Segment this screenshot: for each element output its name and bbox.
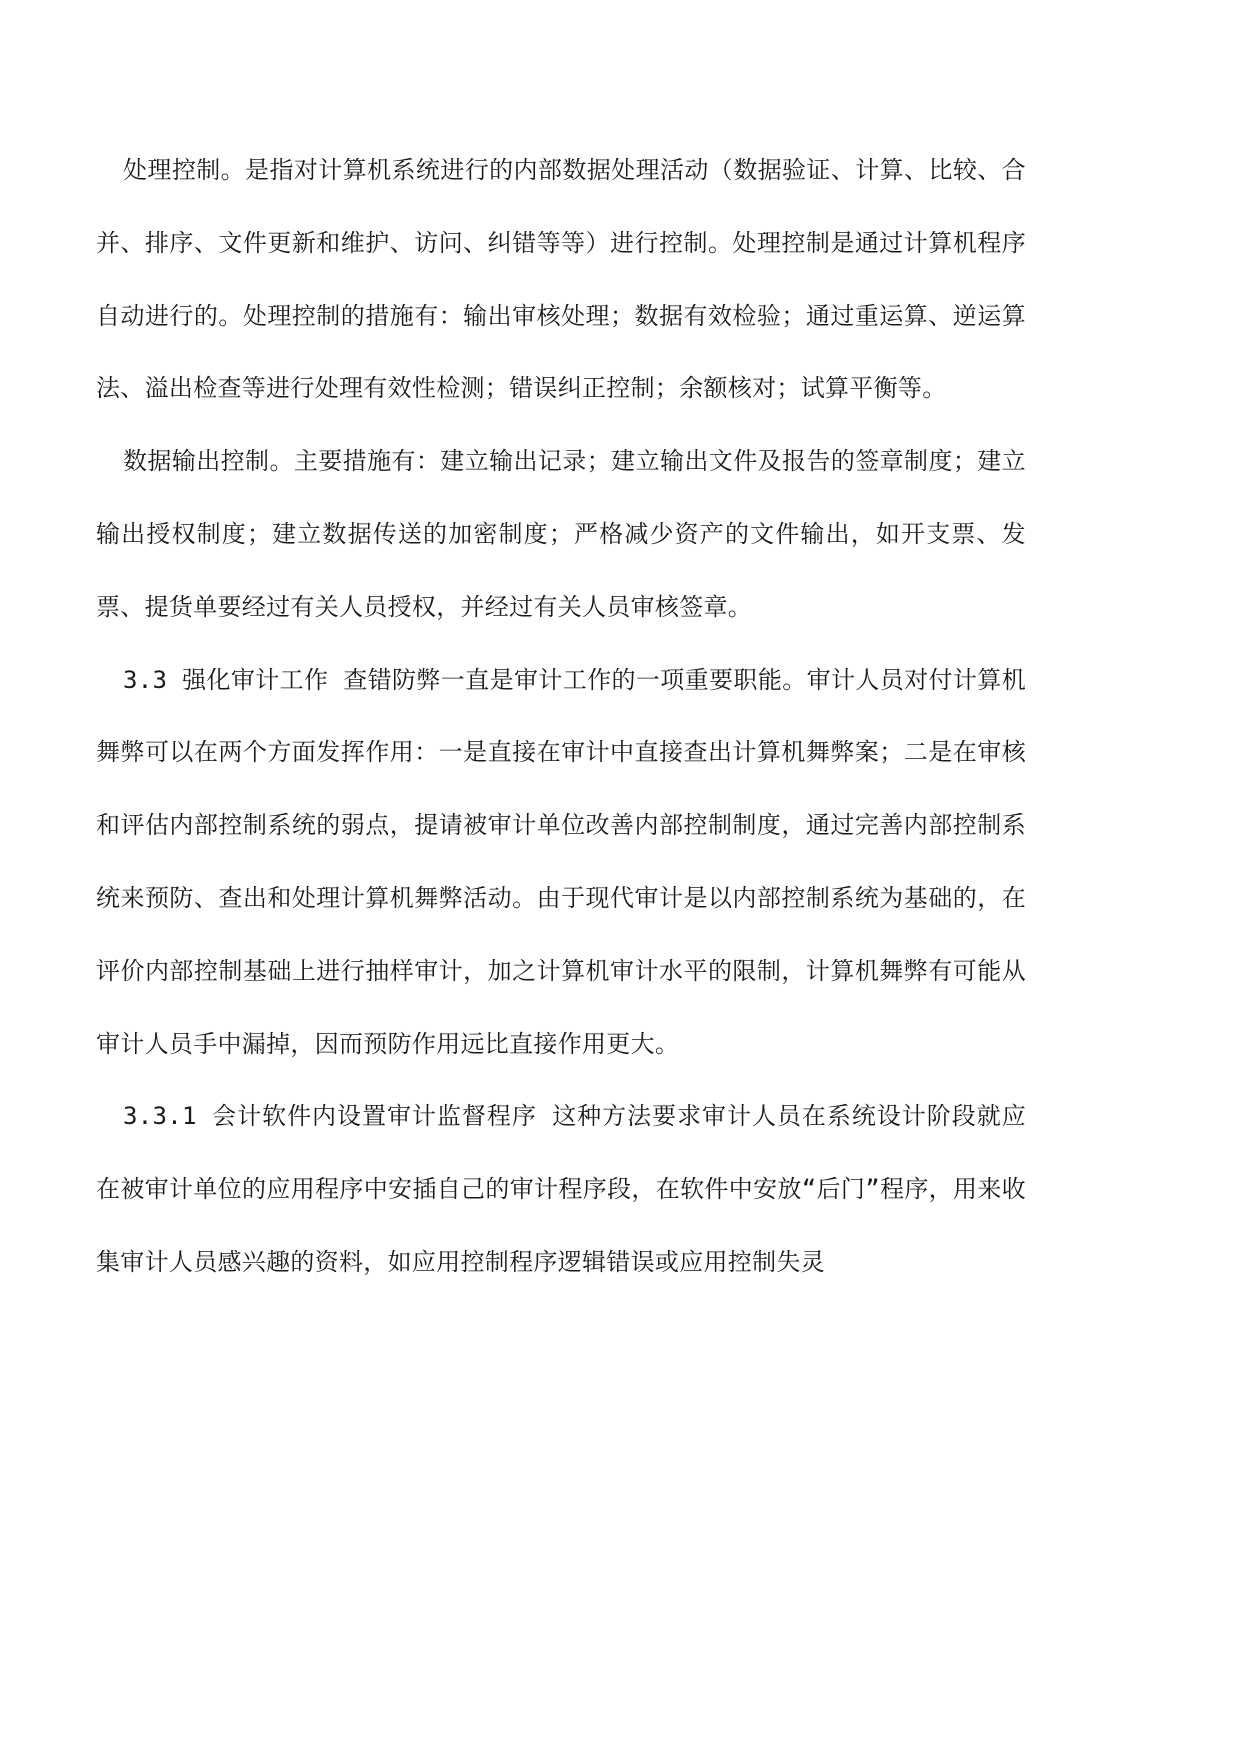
paragraph-processing-control: 处理控制。是指对计算机系统进行的内部数据处理活动（数据验证、计算、比较、合并、排序、文件更新和维护、访问、纠错等等）进行控制。处理控制是通过计算机程序自动进行的。处理控制的措施有：输出审核处理；数据有效检验；通过重运算、逆运算法、溢出检查等进行处理有效性检测；错误纠正控制；余额核对；试算平衡等。 [96,156,1026,403]
paragraph-audit-supervision-program: 3.3.1 会计软件内设置审计监督程序 这种方法要求审计人员在系统设计阶段就应在被审计单位的应用程序中安插自己的审计程序段，在软件中安放“后门”程序，用来收集审计人员感兴趣的资料，如应用控制程序逻辑错误或应用控制失灵 [96,1102,1026,1276]
document-body [96,134,1026,1299]
paragraph-output-control: 数据输出控制。主要措施有：建立输出记录；建立输出文件及报告的签章制度；建立输出授权制度；建立数据传送的加密制度；严格减少资产的文件输出，如开支票、发票、提货单要经过有关人员授权，并经过有关人员审核签章。 [96,447,1026,621]
paragraph-strengthen-audit: 3.3 强化审计工作 查错防弊一直是审计工作的一项重要职能。审计人员对付计算机舞弊可以在两个方面发挥作用：一是直接在审计中直接查出计算机舞弊案；二是在审核和评估内部控制系统的弱点，提请被审计单位改善内部控制制度，通过完善内部控制系统来预防、查出和处理计算机舞弊活动。由于现代审计是以内部控制系统为基础的，在评价内部控制基础上进行抽样审计，加之计算机审计水平的限制，计算机舞弊有可能从审计人员手中漏掉，因而预防作用远比直接作用更大。 [96,665,1026,1058]
